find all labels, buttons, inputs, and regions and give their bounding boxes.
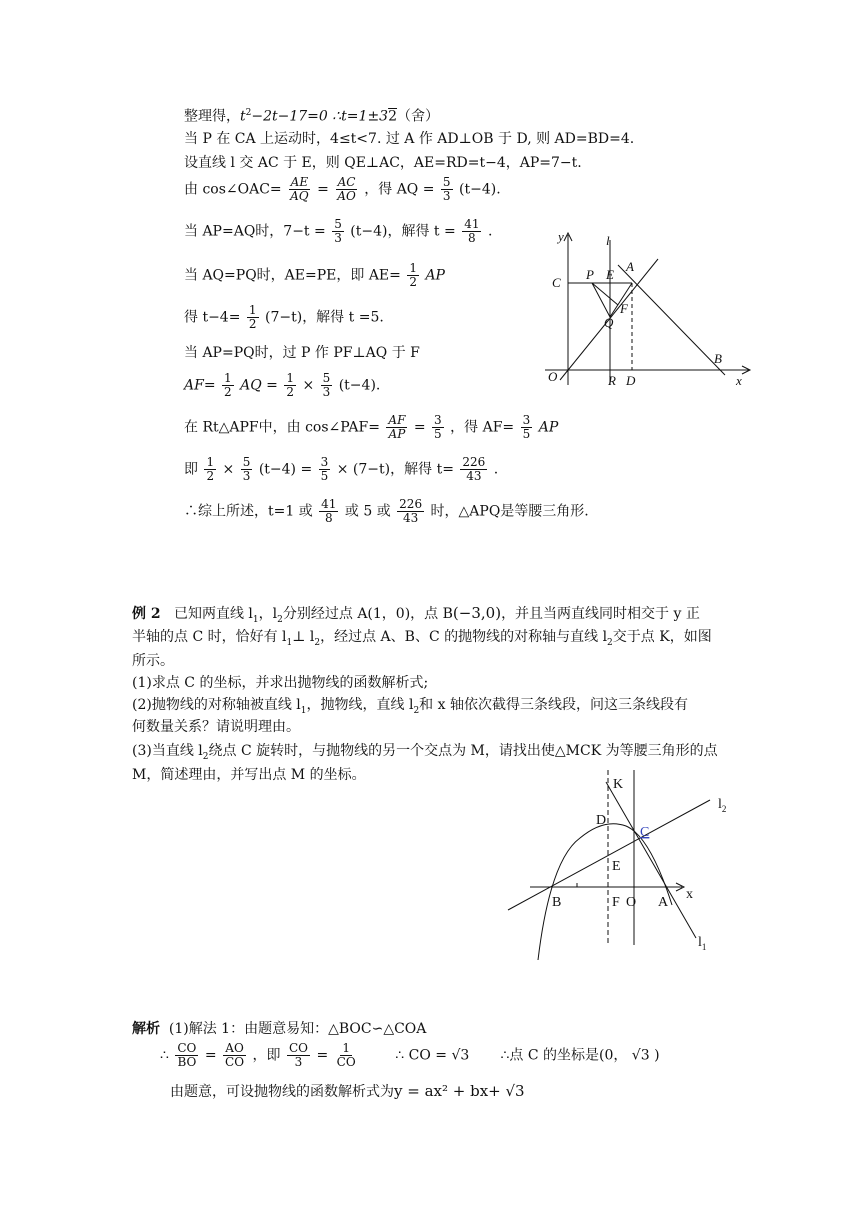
geometry-figure-1: [540, 225, 760, 395]
solution-line1: 解析 (1)解法 1：由题意易知：△BOC∽△COA: [132, 1021, 427, 1037]
fraction: $\frac{3}{5}$: [320, 455, 329, 483]
label-x: x: [686, 887, 693, 902]
segment-pf: [592, 283, 618, 305]
fraction: $\frac{1}{2}$: [248, 303, 257, 331]
line-l2: [508, 800, 710, 910]
line-simplify: 整理得，$t^2-2t-17=0$ ∴t=1±32（舍）: [184, 108, 440, 125]
fraction: $\frac{5}{3}$: [334, 217, 342, 245]
label-p: P: [586, 267, 594, 282]
solution-title: 解析: [132, 1021, 160, 1037]
label-e: E: [606, 267, 614, 282]
line-t-minus-4: 得 t−4= $\frac{1}{2}$ (7−t)，解得 t =5.: [184, 303, 384, 331]
label-o: O: [626, 895, 637, 910]
label-q: Q: [604, 315, 614, 330]
fraction: $\frac{1}{2}$: [206, 455, 215, 483]
line-aq-pq: 当 AQ=PQ时，AE=PE，即 AE= $\frac{1}{2}$ AP: [184, 261, 445, 289]
label-d: D: [626, 373, 636, 388]
label-l: l: [606, 233, 610, 248]
example2-line3: 所示。: [132, 653, 174, 669]
fraction: $\frac{41}{8}$: [464, 217, 480, 245]
fraction: $\frac{41}{8}$: [321, 497, 337, 525]
solution-line2: ∴ $\frac{CO}{BO}$ = $\frac{AO}{CO}$ ，即 $\frac{CO}{3}$ = $\frac{1}{CO}$ ∴ CO = √3 ∴点 C 的坐标是(0， √3 ): [160, 1041, 660, 1069]
label-c: C: [552, 275, 561, 290]
line-p-on-ca: 当 P 在 CA 上运动时，4≤t<7. 过 A 作 AD⊥OB 于 D, 则 AD=BD=4.: [184, 131, 635, 147]
line-cos-oac: 由 cos∠OAC= $\frac{AE}{AQ}$ = $\frac{AC}{AO}$ ，得 AQ = $\frac{5}{3}$ (t−4).: [184, 175, 501, 203]
fraction: $\frac{AF}{AP}$: [388, 413, 406, 441]
line-af: AF= $\frac{1}{2}$ AQ = $\frac{1}{2}$ × $\frac{5}{3}$ (t−4).: [184, 371, 381, 399]
fraction: $\frac{3}{5}$: [522, 413, 531, 441]
label-l2: $l_2$: [718, 797, 727, 814]
parabola: [538, 824, 672, 960]
solution-line3: 由题意，可设抛物线的函数解析式为y = ax² + bx+ √3: [170, 1082, 525, 1100]
fraction: $\frac{1}{2}$: [409, 261, 417, 289]
label-f: F: [620, 301, 628, 316]
fraction: $\frac{CO}{3}$: [288, 1041, 309, 1069]
line-line-l: 设直线 l 交 AC 于 E，则 QE⊥AC，AE=RD=t−4，AP=7−t.: [184, 155, 582, 171]
label-r: R: [608, 373, 616, 388]
fraction: $\frac{CO}{BO}$: [177, 1041, 197, 1069]
fraction: $\frac{AO}{CO}$: [225, 1041, 245, 1069]
label-x: x: [736, 373, 742, 388]
line-ap-pq: 当 AP=PQ时，过 P 作 PF⊥AQ 于 F: [184, 345, 420, 361]
line-rt-apf: 在 Rt△APF中，由 cos∠PAF= $\frac{AF}{AP}$ = $\frac{3}{5}$ ，得 AF= $\frac{3}{5}$ AP: [184, 413, 559, 441]
fraction: $\frac{226}{43}$: [399, 497, 423, 525]
line-ab: [618, 265, 725, 375]
fraction: $\frac{5}{3}$: [442, 175, 451, 203]
question-1: (1)求点 C 的坐标，并求出抛物线的函数解析式;: [132, 675, 429, 691]
line-ap-aq: 当 AP=AQ时，7−t = $\frac{5}{3}$ (t−4)，解得 t = $\frac{41}{8}$ .: [184, 217, 493, 245]
fraction: $\frac{5}{3}$: [242, 455, 251, 483]
label-e: E: [612, 859, 621, 874]
label-d: D: [596, 813, 607, 828]
label-k: K: [613, 777, 624, 792]
question-3-cont: M，简述理由，并写出点 M 的坐标。: [132, 767, 366, 783]
fraction: $\frac{1}{CO}$: [336, 1041, 356, 1069]
fraction: $\frac{3}{5}$: [434, 413, 442, 441]
example2-line1: 例 2 已知两直线 $l_1$，$l_2$分别经过点 A(1，0)，点 B(−3,0)，并且当两直线同时相交于 y 正: [132, 604, 700, 625]
fraction: $\frac{5}{3}$: [322, 371, 331, 399]
example2-title: 例 2: [132, 606, 161, 622]
fraction: $\frac{AE}{AQ}$: [290, 175, 309, 203]
example2-line2: 半轴的点 C 时，恰好有 $l_1\perp$ $l_2$，经过点 A、B、C 的抛物线的对称轴与直线 $l_2$交于点 K，如图: [132, 629, 712, 648]
fraction: $\frac{1}{2}$: [286, 371, 294, 399]
geometry-figure-2: [500, 770, 760, 960]
label-a: A: [658, 895, 669, 910]
fraction: $\frac{1}{2}$: [224, 371, 232, 399]
label-o: O: [548, 369, 558, 384]
question-2: (2)抛物线的对称轴被直线 $l_1$，抛物线，直线 $l_2$和 x 轴依次截得三条线段，问这三条线段有: [132, 697, 688, 716]
label-b: B: [552, 895, 562, 910]
segment-pq: [592, 283, 610, 317]
fraction: $\frac{226}{43}$: [462, 455, 486, 483]
label-l1: $l_1$: [698, 935, 707, 952]
label-c: C: [640, 825, 650, 840]
line-solve-226: 即 $\frac{1}{2}$ × $\frac{5}{3}$ (t−4) = $\frac{3}{5}$ × (7−t)，解得 t= $\frac{226}{43}$ .: [184, 455, 499, 483]
line-conclusion: ∴综上所述，t=1 或 $\frac{41}{8}$ 或 5 或 $\frac{226}{43}$ 时，△APQ是等腰三角形.: [184, 497, 589, 525]
label-b: B: [714, 351, 722, 366]
label-a: A: [626, 259, 634, 274]
label-y: y: [558, 229, 564, 244]
question-2-cont: 何数量关系？请说明理由。: [132, 719, 300, 735]
label-f: F: [612, 895, 620, 910]
question-3: (3)当直线 $l_2$绕点 C 旋转时，与抛物线的另一个交点为 M，请找出使△MCK 为等腰三角形的点: [132, 743, 718, 762]
fraction: $\frac{AC}{AO}$: [337, 175, 356, 203]
